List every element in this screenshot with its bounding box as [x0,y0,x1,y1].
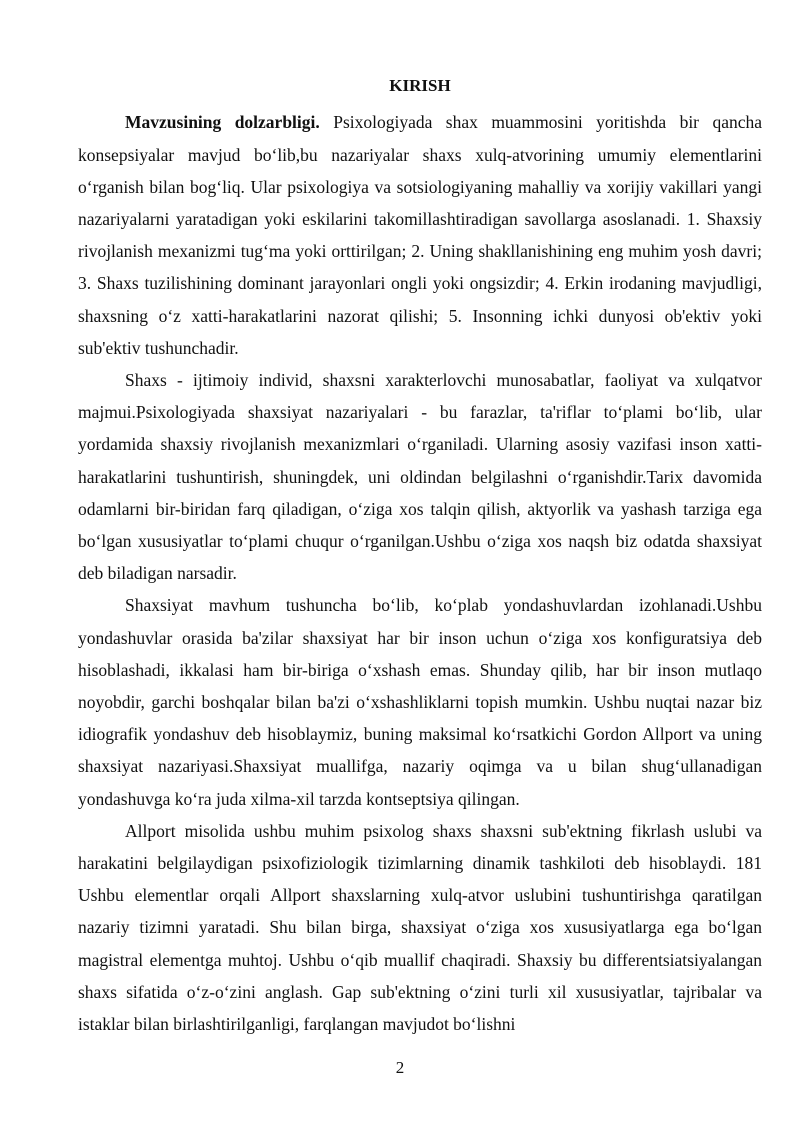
paragraph-text: Shaxs - ijtimoiy individ, shaxsni xarakterlovchi munosabatlar, faoliyat va xulqatvor majmui.Psixologiyada shaxsiyat nazariyalari - bu farazlar, ta'riflar to‘plami bo‘lib, ular yordamida shaxsiy rivojlanish mexanizmlari o‘rganiladi. Ularning asosiy vazifasi inson xatti-harakatlarini tushuntirish, shuningdek, uni oldindan belgilashni o‘rganishdir.Tarix davomida odamlarni bir-biridan farq qiladigan, o‘ziga xos talqin qilish, aktyorlik va yashash tarziga ega bo‘lgan xususiyatlar to‘plami chuqur o‘rganilgan.Ushbu o‘ziga xos naqsh biz odatda shaxsiyat deb biladigan narsadir. [78,370,762,584]
paragraph-text: Allport misolida ushbu muhim psixolog shaxs shaxsni sub'ektning fikrlash uslubi va harakatini belgilaydigan psixofiziologik tizimlarning dinamik tashkiloti deb hisoblaydi. 181 Ushbu elementlar orqali Allport shaxslarning xulq-atvor uslubini tushuntirishga qaratilgan nazariy tizimni yaratadi. Shu bilan birga, shaxsiyat o‘ziga xos xususiyatlarga ega bo‘lgan magistral elementga muhtoj. Ushbu o‘qib muallif chaqiradi. Shaxsiy bu differentsiatsiyalangan shaxs sifatida o‘z-o‘zini anglash. Gap sub'ektning o‘zini turli xil xususiyatlar, tajribalar va istaklar bilan birlashtirilganligi, farqlangan mavjudot bo‘lishni [78,820,762,1035]
section-heading: KIRISH [389,76,451,95]
paragraph-text: Shaxsiyat mavhum tushuncha bo‘lib, ko‘plab yondashuvlardan izohlanadi.Ushbu yondashuvlar orasida ba'zilar shaxsiyat har bir inson uchun o‘ziga xos konfiguratsiya deb hisoblashadi, ikkalasi ham bir-biriga o‘xshash emas. Shunday qilib, har bir inson mutlaqo noyobdir, garchi boshqalar bilan ba'zi o‘xshashliklarni topish mumkin. Ushbu nuqtai nazar biz idiografik yondashuv deb hisoblaymiz, buning maksimal ko‘rsatkichi Gordon Allport va uning shaxsiyat nazariyasi.Shaxsiyat muallifga, nazariy oqimga va u bilan shug‘ullanadigan yondashuvga ko‘ra juda xilma-xil tarzda kontseptsiya qilingan. [78,595,762,809]
paragraph-1 [78,106,762,364]
paragraph-2 [78,364,762,589]
page-number: 2 [395,1058,405,1077]
paragraph-lead: Mavzusining dolzarbligi. [125,112,320,133]
paragraph-text: Psixologiyada shax muammosini yoritishda bir qancha konsepsiyalar mavjud bo‘lib,bu nazariyalar shaxs xulq-atvorining umumiy elementlarini o‘rganish bilan bog‘liq. Ular psixologiya va sotsiologiyaning mahalliy va xorijiy vakillari yangi nazariyalarni yaratadigan yoki eskilarini takomillashtiradigan savollarga asoslanadi. 1. Shaxsiy rivojlanish mexanizmi tug‘ma yoki orttirilgan; 2. Uning shakllanishining eng muhim yosh davri; 3. Shaxs tuzilishining dominant jarayonlari ongli yoki ongsizdir; 4. Erkin irodaning mavjudligi, shaxsning o‘z xatti-harakatlarini nazorat qilishi; 5. Insonning ichki dunyosi ob'ektiv yoki sub'ektiv tushunchadir. [78,112,762,358]
paragraph-4 [78,815,762,1040]
paragraph-3 [78,589,762,814]
